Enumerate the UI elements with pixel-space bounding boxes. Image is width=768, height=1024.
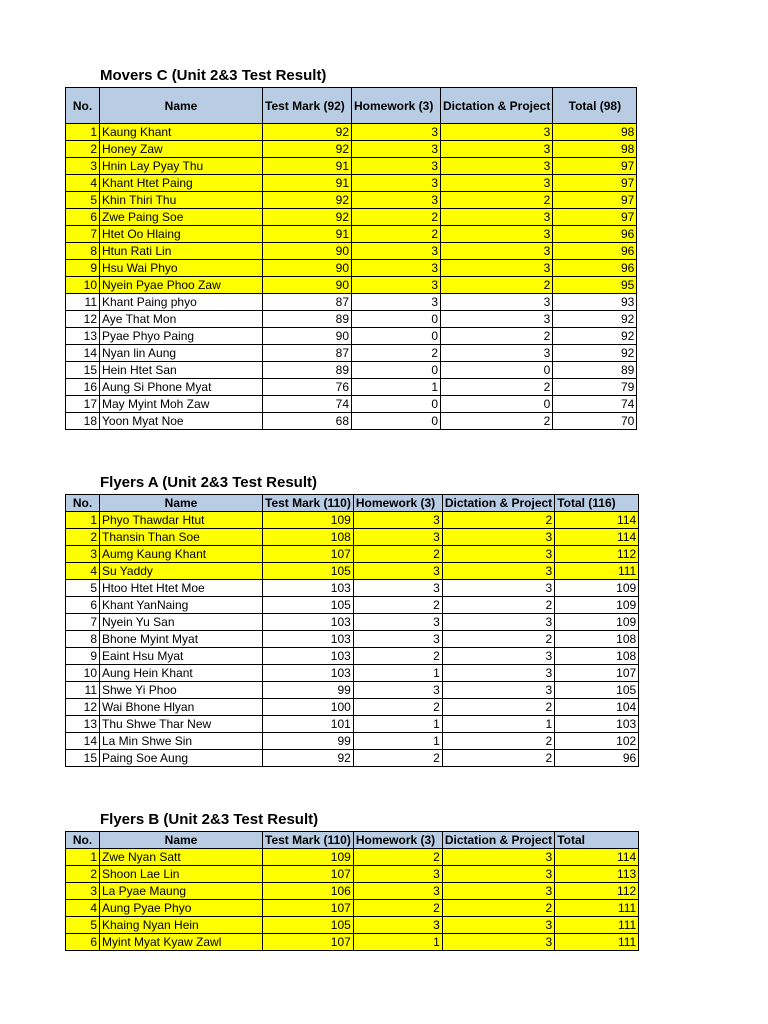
table-row <box>66 682 639 699</box>
cell-dictation-project: 3 <box>442 665 554 682</box>
cell-no: 10 <box>66 277 100 294</box>
table-row <box>66 614 639 631</box>
cell-homework: 3 <box>353 883 442 900</box>
cell-dictation-project: 3 <box>442 614 554 631</box>
cell-name: Khant YanNaing <box>100 597 263 614</box>
results-table-flyers-a <box>65 494 639 767</box>
cell-name: Aung Hein Khant <box>100 665 263 682</box>
cell-dictation-project: 3 <box>441 311 553 328</box>
cell-dictation-project: 2 <box>442 733 554 750</box>
table-row <box>66 631 639 648</box>
cell-test-mark: 107 <box>263 934 354 951</box>
cell-homework: 1 <box>352 379 441 396</box>
cell-dictation-project: 2 <box>442 699 554 716</box>
cell-homework: 2 <box>353 900 442 917</box>
cell-test-mark: 109 <box>263 512 354 529</box>
cell-dictation-project: 3 <box>442 529 554 546</box>
cell-test-mark: 87 <box>263 345 352 362</box>
cell-no: 11 <box>66 682 100 699</box>
table-row <box>66 175 637 192</box>
cell-test-mark: 92 <box>263 141 352 158</box>
cell-homework: 3 <box>353 563 442 580</box>
cell-dictation-project: 2 <box>442 750 554 767</box>
cell-no: 3 <box>66 158 100 175</box>
cell-no: 8 <box>66 243 100 260</box>
cell-dictation-project: 3 <box>442 546 554 563</box>
table-row <box>66 328 637 345</box>
header-dictation-project: Dictation & Project <box>442 495 554 512</box>
cell-test-mark: 103 <box>263 648 354 665</box>
cell-test-mark: 90 <box>263 243 352 260</box>
cell-no: 3 <box>66 546 100 563</box>
table-row <box>66 379 637 396</box>
section-title-flyers-a: Flyers A (Unit 2&3 Test Result) <box>100 474 317 491</box>
cell-homework: 2 <box>353 849 442 866</box>
cell-homework: 3 <box>352 141 441 158</box>
cell-name: Bhone Myint Myat <box>100 631 263 648</box>
table-row <box>66 311 637 328</box>
table-row <box>66 141 637 158</box>
cell-name: Nyein Yu San <box>100 614 263 631</box>
cell-test-mark: 107 <box>263 866 354 883</box>
cell-dictation-project: 2 <box>441 192 553 209</box>
cell-dictation-project: 3 <box>441 260 553 277</box>
cell-total: 89 <box>553 362 637 379</box>
cell-dictation-project: 3 <box>441 226 553 243</box>
table-row <box>66 294 637 311</box>
table-row <box>66 226 637 243</box>
cell-homework: 0 <box>352 362 441 379</box>
cell-dictation-project: 3 <box>441 209 553 226</box>
cell-no: 10 <box>66 665 100 682</box>
cell-name: Honey Zaw <box>100 141 263 158</box>
cell-total: 112 <box>555 546 639 563</box>
cell-homework: 3 <box>352 158 441 175</box>
table-row <box>66 345 637 362</box>
cell-homework: 3 <box>352 260 441 277</box>
cell-homework: 2 <box>353 750 442 767</box>
cell-total: 107 <box>555 665 639 682</box>
cell-no: 4 <box>66 175 100 192</box>
table-row <box>66 413 637 430</box>
table-row <box>66 733 639 750</box>
cell-total: 93 <box>553 294 637 311</box>
table-row <box>66 277 637 294</box>
header-dictation-project: Dictation & Project <box>441 88 553 124</box>
cell-name: Shwe Yi Phoo <box>100 682 263 699</box>
cell-test-mark: 101 <box>263 716 354 733</box>
cell-test-mark: 108 <box>263 529 354 546</box>
cell-name: Aung Si Phone Myat <box>100 379 263 396</box>
cell-total: 114 <box>555 849 639 866</box>
cell-test-mark: 91 <box>263 226 352 243</box>
cell-test-mark: 90 <box>263 277 352 294</box>
header-total: Total (98) <box>553 88 637 124</box>
cell-name: Aye That Mon <box>100 311 263 328</box>
cell-no: 16 <box>66 379 100 396</box>
cell-no: 2 <box>66 866 100 883</box>
cell-test-mark: 92 <box>263 209 352 226</box>
cell-name: Thansin Than Soe <box>100 529 263 546</box>
header-homework: Homework (3) <box>353 832 442 849</box>
cell-test-mark: 89 <box>263 311 352 328</box>
table-row <box>66 849 639 866</box>
cell-name: Khin Thiri Thu <box>100 192 263 209</box>
cell-no: 9 <box>66 260 100 277</box>
table-row <box>66 192 637 209</box>
cell-total: 95 <box>553 277 637 294</box>
table-row <box>66 665 639 682</box>
table-row <box>66 362 637 379</box>
cell-dictation-project: 3 <box>441 175 553 192</box>
cell-no: 14 <box>66 345 100 362</box>
cell-no: 2 <box>66 529 100 546</box>
cell-dictation-project: 3 <box>441 345 553 362</box>
section-title-flyers-b: Flyers B (Unit 2&3 Test Result) <box>100 811 319 828</box>
cell-test-mark: 74 <box>263 396 352 413</box>
cell-homework: 0 <box>352 328 441 345</box>
cell-test-mark: 92 <box>263 192 352 209</box>
cell-dictation-project: 3 <box>442 682 554 699</box>
table-row <box>66 209 637 226</box>
cell-homework: 3 <box>352 124 441 141</box>
cell-total: 102 <box>555 733 639 750</box>
cell-no: 14 <box>66 733 100 750</box>
table-row <box>66 699 639 716</box>
cell-name: May Myint Moh Zaw <box>100 396 263 413</box>
cell-no: 15 <box>66 750 100 767</box>
cell-total: 109 <box>555 597 639 614</box>
cell-total: 109 <box>555 614 639 631</box>
cell-total: 79 <box>553 379 637 396</box>
cell-homework: 2 <box>352 226 441 243</box>
header-homework: Homework (3) <box>352 88 441 124</box>
cell-total: 109 <box>555 580 639 597</box>
cell-dictation-project: 3 <box>442 934 554 951</box>
cell-test-mark: 105 <box>263 597 354 614</box>
table-row <box>66 529 639 546</box>
cell-total: 98 <box>553 124 637 141</box>
cell-no: 5 <box>66 580 100 597</box>
cell-total: 105 <box>555 682 639 699</box>
cell-homework: 3 <box>353 614 442 631</box>
cell-name: Nyan lin Aung <box>100 345 263 362</box>
cell-homework: 3 <box>353 580 442 597</box>
cell-total: 96 <box>555 750 639 767</box>
cell-total: 97 <box>553 158 637 175</box>
cell-name: Yoon Myat Noe <box>100 413 263 430</box>
table-row <box>66 866 639 883</box>
cell-no: 11 <box>66 294 100 311</box>
table-row <box>66 597 639 614</box>
cell-name: Thu Shwe Thar New <box>100 716 263 733</box>
cell-total: 98 <box>553 141 637 158</box>
cell-no: 1 <box>66 124 100 141</box>
cell-name: Kaung Khant <box>100 124 263 141</box>
cell-total: 92 <box>553 328 637 345</box>
header-total: Total (116) <box>555 495 639 512</box>
results-table-flyers-b <box>65 831 639 951</box>
cell-no: 12 <box>66 311 100 328</box>
cell-dictation-project: 3 <box>442 917 554 934</box>
cell-no: 5 <box>66 192 100 209</box>
cell-dictation-project: 2 <box>441 379 553 396</box>
cell-dictation-project: 3 <box>441 294 553 311</box>
cell-dictation-project: 1 <box>442 716 554 733</box>
cell-test-mark: 76 <box>263 379 352 396</box>
cell-total: 96 <box>553 260 637 277</box>
cell-total: 113 <box>555 866 639 883</box>
cell-dictation-project: 3 <box>442 648 554 665</box>
cell-test-mark: 91 <box>263 158 352 175</box>
cell-homework: 3 <box>353 682 442 699</box>
cell-test-mark: 107 <box>263 546 354 563</box>
cell-total: 111 <box>555 934 639 951</box>
cell-total: 92 <box>553 345 637 362</box>
cell-homework: 2 <box>353 648 442 665</box>
cell-name: Phyo Thawdar Htut <box>100 512 263 529</box>
cell-total: 74 <box>553 396 637 413</box>
cell-name: Pyae Phyo Paing <box>100 328 263 345</box>
cell-total: 103 <box>555 716 639 733</box>
cell-test-mark: 92 <box>263 750 354 767</box>
cell-dictation-project: 2 <box>442 900 554 917</box>
cell-total: 114 <box>555 512 639 529</box>
cell-dictation-project: 3 <box>442 866 554 883</box>
cell-no: 5 <box>66 917 100 934</box>
header-no: No. <box>66 495 100 512</box>
cell-homework: 1 <box>353 716 442 733</box>
results-table-movers-c <box>65 87 637 430</box>
cell-homework: 0 <box>352 396 441 413</box>
cell-name: Eaint Hsu Myat <box>100 648 263 665</box>
cell-name: Hein Htet San <box>100 362 263 379</box>
cell-homework: 3 <box>352 192 441 209</box>
cell-name: Su Yaddy <box>100 563 263 580</box>
cell-dictation-project: 2 <box>441 277 553 294</box>
cell-dictation-project: 3 <box>442 883 554 900</box>
cell-name: La Pyae Maung <box>100 883 263 900</box>
table-row <box>66 546 639 563</box>
cell-homework: 2 <box>352 345 441 362</box>
cell-name: Htet Oo Hlaing <box>100 226 263 243</box>
cell-name: Khant Htet Paing <box>100 175 263 192</box>
table-row <box>66 934 639 951</box>
cell-name: Hsu Wai Phyo <box>100 260 263 277</box>
cell-test-mark: 106 <box>263 883 354 900</box>
cell-no: 13 <box>66 716 100 733</box>
table-row <box>66 883 639 900</box>
cell-dictation-project: 2 <box>442 631 554 648</box>
cell-test-mark: 109 <box>263 849 354 866</box>
cell-homework: 3 <box>353 866 442 883</box>
cell-name: Htoo Htet Htet Moe <box>100 580 263 597</box>
cell-homework: 2 <box>352 209 441 226</box>
table-row <box>66 563 639 580</box>
cell-test-mark: 99 <box>263 682 354 699</box>
cell-no: 13 <box>66 328 100 345</box>
cell-no: 9 <box>66 648 100 665</box>
cell-name: Khant Paing phyo <box>100 294 263 311</box>
cell-name: Htun Rati Lin <box>100 243 263 260</box>
cell-test-mark: 107 <box>263 900 354 917</box>
cell-name: La Min Shwe Sin <box>100 733 263 750</box>
cell-test-mark: 103 <box>263 580 354 597</box>
table-row <box>66 243 637 260</box>
cell-no: 4 <box>66 563 100 580</box>
cell-test-mark: 90 <box>263 260 352 277</box>
table-row <box>66 750 639 767</box>
header-name: Name <box>100 88 263 124</box>
cell-no: 6 <box>66 934 100 951</box>
section-title-movers-c: Movers C (Unit 2&3 Test Result) <box>100 67 327 84</box>
cell-homework: 3 <box>353 631 442 648</box>
cell-homework: 1 <box>353 665 442 682</box>
cell-total: 97 <box>553 209 637 226</box>
table-row <box>66 512 639 529</box>
table-row <box>66 716 639 733</box>
cell-no: 1 <box>66 512 100 529</box>
cell-name: Aung Pyae Phyo <box>100 900 263 917</box>
cell-total: 96 <box>553 243 637 260</box>
cell-no: 6 <box>66 209 100 226</box>
cell-homework: 3 <box>352 243 441 260</box>
cell-dictation-project: 3 <box>442 580 554 597</box>
table-row <box>66 260 637 277</box>
cell-no: 7 <box>66 226 100 243</box>
table-row <box>66 648 639 665</box>
cell-test-mark: 105 <box>263 917 354 934</box>
cell-name: Myint Myat Kyaw Zawl <box>100 934 263 951</box>
cell-total: 111 <box>555 917 639 934</box>
cell-dictation-project: 3 <box>441 243 553 260</box>
header-dictation-project: Dictation & Project <box>442 832 554 849</box>
cell-name: Hnin Lay Pyay Thu <box>100 158 263 175</box>
cell-homework: 2 <box>353 699 442 716</box>
cell-homework: 0 <box>352 311 441 328</box>
table-row <box>66 124 637 141</box>
cell-no: 17 <box>66 396 100 413</box>
cell-name: Aumg Kaung Khant <box>100 546 263 563</box>
cell-dictation-project: 2 <box>441 413 553 430</box>
cell-no: 6 <box>66 597 100 614</box>
cell-homework: 1 <box>353 733 442 750</box>
cell-test-mark: 105 <box>263 563 354 580</box>
cell-test-mark: 92 <box>263 124 352 141</box>
cell-no: 15 <box>66 362 100 379</box>
cell-name: Zwe Paing Soe <box>100 209 263 226</box>
cell-homework: 1 <box>353 934 442 951</box>
cell-dictation-project: 2 <box>442 597 554 614</box>
cell-test-mark: 89 <box>263 362 352 379</box>
cell-dictation-project: 3 <box>441 124 553 141</box>
cell-name: Zwe Nyan Satt <box>100 849 263 866</box>
header-total: Total <box>555 832 639 849</box>
cell-total: 96 <box>553 226 637 243</box>
cell-name: Paing Soe Aung <box>100 750 263 767</box>
cell-test-mark: 103 <box>263 665 354 682</box>
cell-no: 3 <box>66 883 100 900</box>
cell-homework: 0 <box>352 413 441 430</box>
cell-dictation-project: 3 <box>441 158 553 175</box>
header-name: Name <box>100 495 263 512</box>
cell-homework: 3 <box>353 529 442 546</box>
cell-dictation-project: 2 <box>441 328 553 345</box>
cell-dictation-project: 0 <box>441 362 553 379</box>
cell-test-mark: 103 <box>263 614 354 631</box>
cell-test-mark: 90 <box>263 328 352 345</box>
cell-homework: 3 <box>352 175 441 192</box>
cell-total: 97 <box>553 192 637 209</box>
cell-test-mark: 100 <box>263 699 354 716</box>
header-test-mark: Test Mark (92) <box>263 88 352 124</box>
cell-total: 112 <box>555 883 639 900</box>
header-test-mark: Test Mark (110) <box>263 832 354 849</box>
cell-test-mark: 103 <box>263 631 354 648</box>
header-name: Name <box>100 832 263 849</box>
cell-no: 7 <box>66 614 100 631</box>
cell-homework: 3 <box>352 294 441 311</box>
cell-total: 104 <box>555 699 639 716</box>
cell-no: 12 <box>66 699 100 716</box>
cell-no: 8 <box>66 631 100 648</box>
cell-name: Shoon Lae Lin <box>100 866 263 883</box>
header-test-mark: Test Mark (110) <box>263 495 354 512</box>
header-no: No. <box>66 88 100 124</box>
cell-no: 18 <box>66 413 100 430</box>
cell-test-mark: 87 <box>263 294 352 311</box>
cell-test-mark: 99 <box>263 733 354 750</box>
table-row <box>66 396 637 413</box>
cell-total: 108 <box>555 631 639 648</box>
cell-homework: 3 <box>353 917 442 934</box>
cell-total: 108 <box>555 648 639 665</box>
cell-total: 114 <box>555 529 639 546</box>
table-row <box>66 917 639 934</box>
cell-total: 70 <box>553 413 637 430</box>
cell-total: 97 <box>553 175 637 192</box>
cell-dictation-project: 2 <box>442 512 554 529</box>
cell-homework: 2 <box>353 597 442 614</box>
table-row <box>66 900 639 917</box>
header-no: No. <box>66 832 100 849</box>
cell-no: 1 <box>66 849 100 866</box>
cell-total: 92 <box>553 311 637 328</box>
cell-name: Nyein Pyae Phoo Zaw <box>100 277 263 294</box>
table-row <box>66 158 637 175</box>
cell-name: Khaing Nyan Hein <box>100 917 263 934</box>
cell-total: 111 <box>555 563 639 580</box>
cell-homework: 3 <box>352 277 441 294</box>
cell-no: 4 <box>66 900 100 917</box>
cell-dictation-project: 0 <box>441 396 553 413</box>
cell-name: Wai Bhone Hlyan <box>100 699 263 716</box>
cell-total: 111 <box>555 900 639 917</box>
table-row <box>66 580 639 597</box>
cell-dictation-project: 3 <box>442 849 554 866</box>
header-homework: Homework (3) <box>353 495 442 512</box>
cell-no: 2 <box>66 141 100 158</box>
cell-homework: 3 <box>353 512 442 529</box>
cell-dictation-project: 3 <box>441 141 553 158</box>
cell-test-mark: 91 <box>263 175 352 192</box>
cell-dictation-project: 3 <box>442 563 554 580</box>
cell-test-mark: 68 <box>263 413 352 430</box>
cell-homework: 2 <box>353 546 442 563</box>
